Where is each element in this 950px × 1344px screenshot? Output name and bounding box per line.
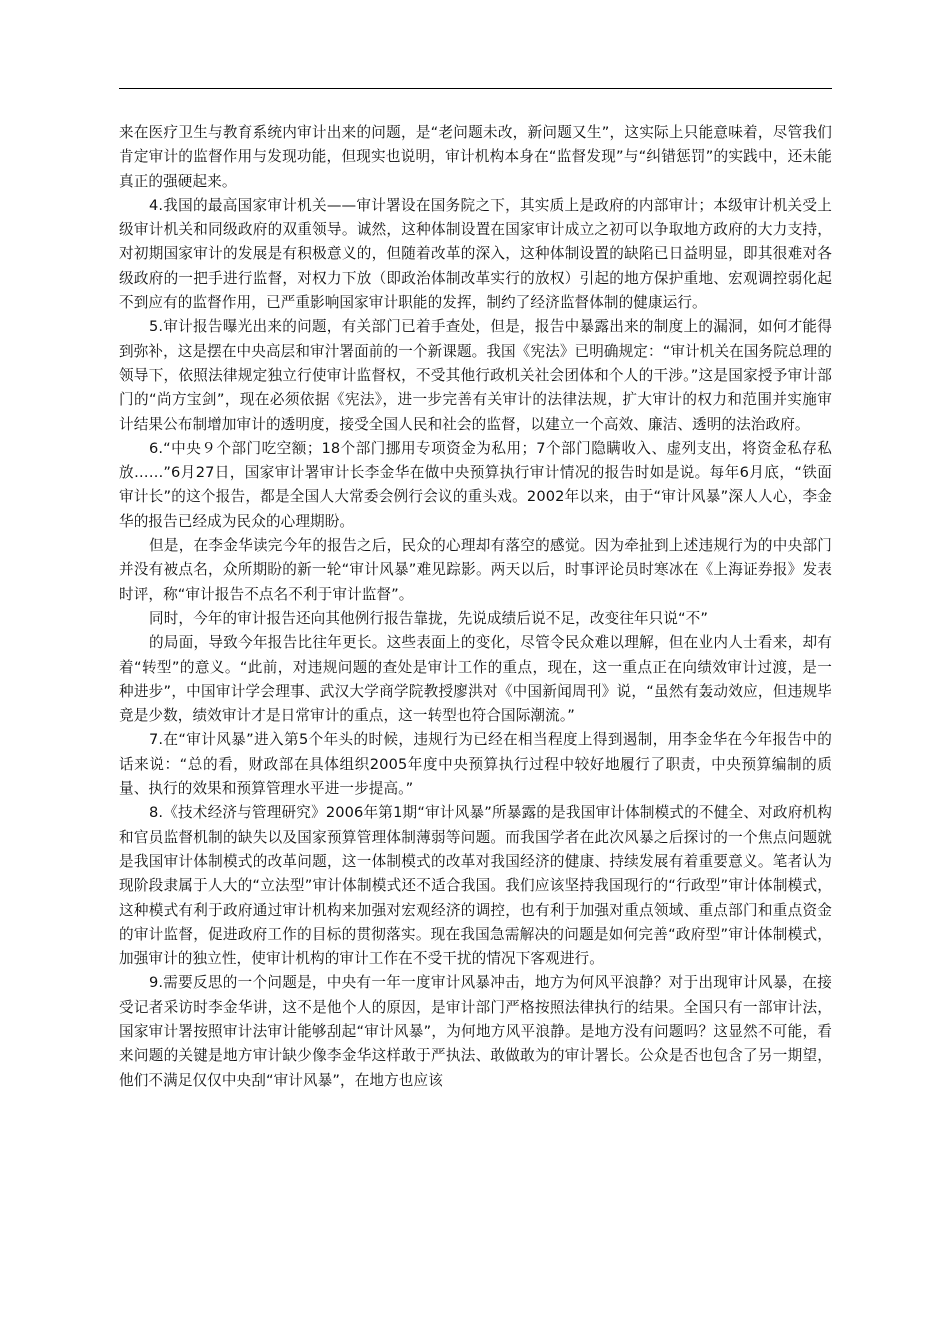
paragraph-item-6: 6.“中央９个部门吃空额；18个部门挪用专项资金为私用；7个部门隐瞒收入、虚列支出，将资金私存私放……”6月27日，国家审计署审计长李金华在做中央预算执行审计情况的报告时如是说。每年6月底，“铁面审计长”的这个报告，都是全国人大常委会例行会议的重头戏。2002年以来，由于“审计风暴”深人人心，李金华的报告已经成为民众的心理期盼。 <box>119 439 832 530</box>
paragraph-item-7: 7.在“审计风暴”进入第5个年头的时候，违规行为已经在相当程度上得到遏制，用李金华在今年报告中的话来说：“总的看，财政部在具体组织2005年度中央预算执行过程中较好地履行了职责，中央预算编制的质量、执行的效果和预算管理水平进一步提高。” <box>119 731 832 798</box>
paragraph-however: 但是，在李金华读完今年的报告之后，民众的心理却有落空的感觉。因为牵扯到上述违规行为的中央部门并没有被点名，众所期盼的新一轮“审计风暴”难见踪影。两天以后，时事评论员时寒冰在《上海证券报》发表时评，称“审计报告不点名不利于审计监督”。 <box>119 537 832 603</box>
paragraph-meanwhile: 同时，今年的审计报告还向其他例行报告靠拢，先说成绩后说不足，改变往年只说“不” <box>149 609 708 627</box>
paragraph-item-5: 5.审计报告曝光出来的问题，有关部门已着手查处，但是，报告中暴露出来的制度上的漏洞，如何才能得到弥补，这是摆在中央高层和审汁署面前的一个新课题。我国《宪法》已明确规定：“审计机关在国务院总理的领导下，依照法律规定独立行使审计监督权，不受其他行政机关社会团体和个人的干涉。”这是国家授予审计部门的“尚方宝剑”，现在必须依据《宪法》，进一步完善有关审计的法律法规，扩大审计的权力和范围并实施审计结果公布制增加审计的透明度，接受全国人民和社会的监督，以建立一个高效、廉洁、透明的法治政府。 <box>119 318 832 433</box>
paragraph-item-9: 9.需要反思的一个问题是，中央有一年一度审计风暴冲击，地方为何风平浪静？对于出现审计风暴，在接受记者采访时李金华讲，这不是他个人的原因，是审计部门严格按照法律执行的结果。全国只有一部审计法，国家审计署按照审计法审计能够刮起“审计风暴”，为何地方风平浪静。是地方没有问题吗？这显然不可能，看来问题的关键是地方审计缺少像李金华这样敢于严执法、敢做敢为的审计署长。公众是否也包含了另一期望，他们不满足仅仅中央刮“审计风暴”，在地方也应该 <box>119 974 832 1089</box>
document-body <box>119 121 832 1093</box>
header-rule <box>119 88 832 89</box>
paragraph-item-4: 4.我国的最高国家审计机关——审计署设在国务院之下，其实质上是政府的内部审计；本级审计机关受上级审计机关和同级政府的双重领导。诚然，这种体制设置在国家审计成立之初可以争取地方政府的大力支持，对初期国家审计的发展是有积极意义的，但随着改革的深入，这种体制设置的缺陷已日益明显，即其很难对各级政府的一把手进行监督，对权力下放（即政治体制改革实行的放权）引起的地方保护重地、宏观调控弱化起不到应有的监督作用，已严重影响国家审计职能的发挥，制约了经济监督体制的健康运行。 <box>119 196 832 312</box>
paragraph-item-8: 8.《技术经济与管理研究》2006年第1期“审计风暴”所暴露的是我国审计体制模式的不健全、对政府机构和官员监督机制的缺失以及国家预算管理体制薄弱等问题。而我国学者在此次风暴之后探讨的一个焦点问题就是我国审计体制模式的改革问题，这一体制模式的改革对我国经济的健康、持续发展有着重要意义。笔者认为现阶段隶属于人大的“立法型”审计体制模式还不适合我国。我们应该坚持我国现行的“行政型”审计体制模式，这种模式有利于政府通过审计机构来加强对宏观经济的调控，也有利于加强对重点领域、重点部门和重点资金的审计监督，促进政府工作的目标的贯彻落实。现在我国急需解决的问题是如何完善“政府型”审计体制模式，加强审计的独立性，使审计机构的审计工作在不受干扰的情况下客观进行。 <box>119 804 832 968</box>
paragraph-continuation: 来在医疗卫生与教育系统内审计出来的问题，是“老问题未改，新问题又生”，这实际上只能意味着，尽管我们肯定审计的监督作用与发现功能，但现实也说明，审计机构本身在“监督发现”与“纠错惩罚”的实践中，还未能真正的强硬起来。 <box>119 124 832 190</box>
paragraph-situation: 的局面，导致今年报告比往年更长。这些表面上的变化，尽管令民众难以理解，但在业内人士看来，却有着“转型”的意义。“此前，对违规问题的查处是审计工作的重点，现在，这一重点正在向绩效审计过渡，是一种进步”，中国审计学会理事、武汉大学商学院教授廖洪对《中国新闻周刊》说，“虽然有轰动效应，但违规毕竟是少数，绩效审计才是日常审计的重点，这一转型也符合国际潮流。” <box>119 634 832 725</box>
